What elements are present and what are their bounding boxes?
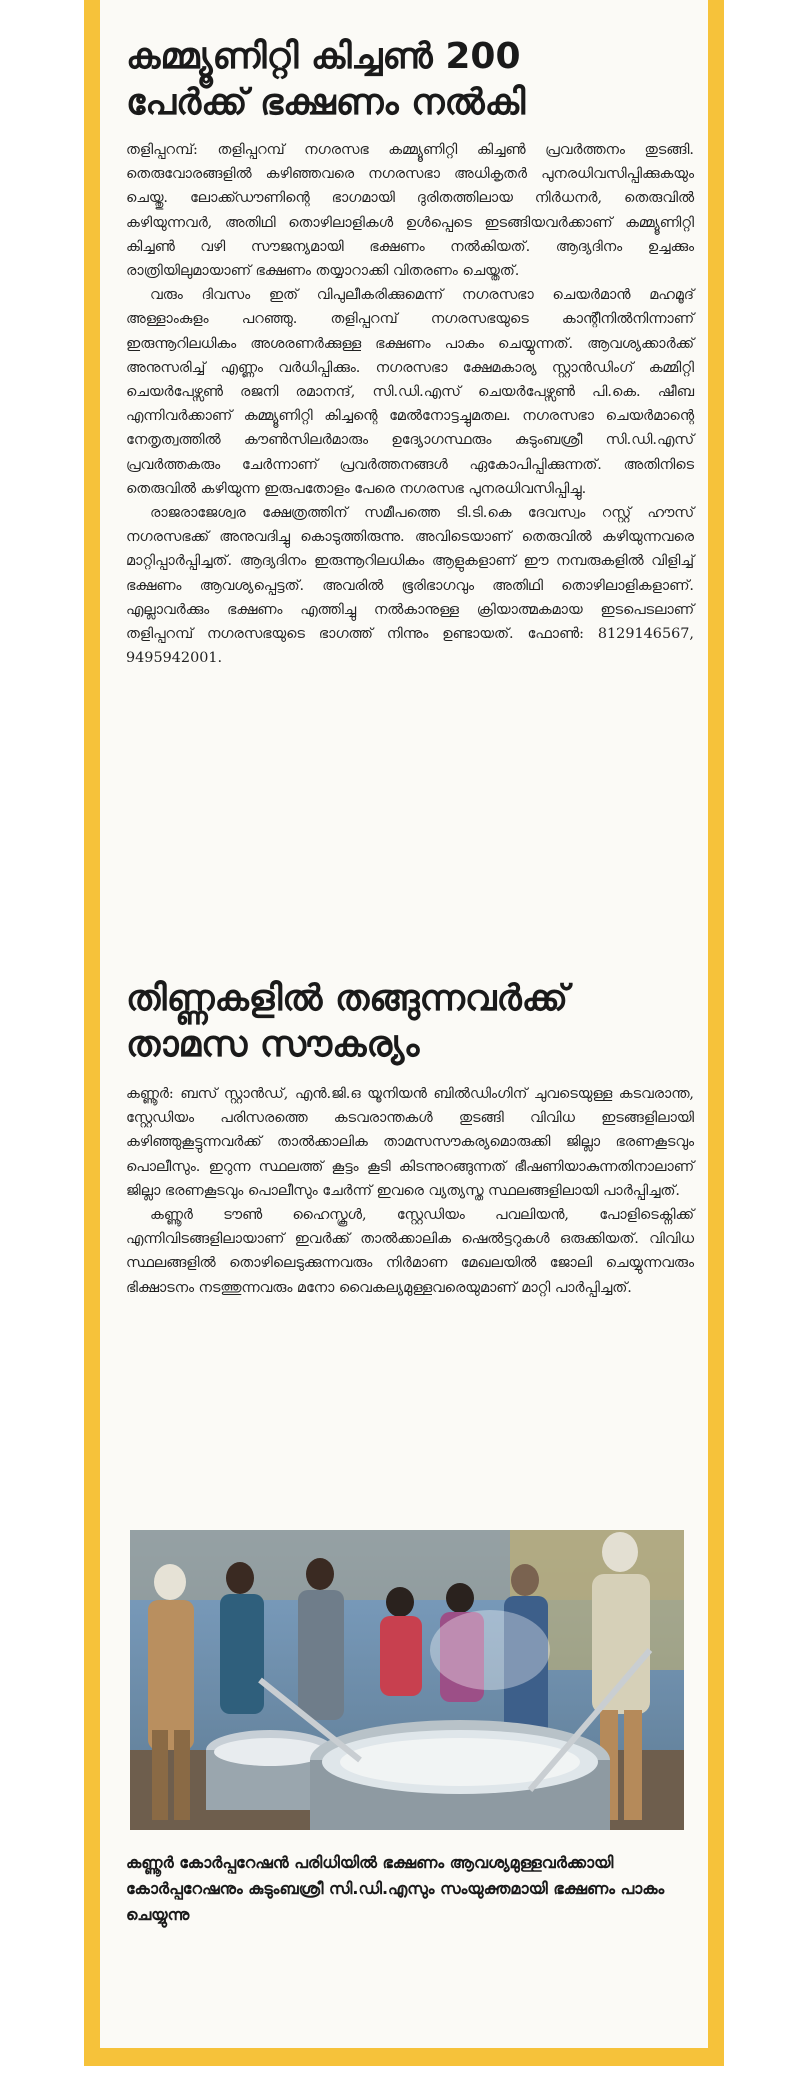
photo-caption: കണ്ണൂർ കോർപ്പറേഷൻ പരിധിയിൽ ഭക്ഷണം ആവശ്യമുള്ളവർക്കായി കോർപ്പറേഷനും കുടുംബശ്രീ സി.ഡി.എസും സംയുക്തമായി ഭക്ഷണം പാകം ചെയ്യുന്നു	[126, 1853, 665, 1924]
article2-paragraph: കണ്ണൂർ: ബസ് സ്റ്റാൻഡ്, എൻ.ജി.ഒ യൂനിയൻ ബിൽഡിംഗിന് ചുവടെയുള്ള കടവരാന്ത, സ്റ്റേഡിയം പരിസരത്തെ കടവരാന്തകൾ തുടങ്ങി വിവിധ ഇടങ്ങളിലായി കഴിഞ്ഞുകൂട്ടുന്നവർക്ക് താൽക്കാലിക താമസസൗകര്യമൊരുക്കി ജില്ലാ ഭരണകൂടവും പൊലീസും. ഇറുന്ന സ്ഥലത്ത് കൂട്ടം കൂടി കിടന്നുറങ്ങുന്നത് ഭീഷണിയാകുന്നതിനാലാണ് ജില്ലാ ഭരണകൂടവും പൊലീസും ചേർന്ന് ഇവരെ വ്യത്യസ്ത സ്ഥലങ്ങളിലായി പാർപ്പിച്ചത്.	[126, 1086, 694, 1199]
article1-paragraph: തളിപ്പറമ്പ്: തളിപ്പറമ്പ് നഗരസഭ കമ്മ്യൂണിറ്റി കിച്ചൺ പ്രവർത്തനം തുടങ്ങി. തെരുവോരങ്ങളിൽ കഴിഞ്ഞവരെ നഗരസഭാ അധികൃതർ പുനരധിവസിപ്പിക്കുകയും ചെയ്തു. ലോക്ക്ഡൗണിന്റെ ഭാഗമായി ദുരിതത്തിലായ നിർധനർ, തെരുവിൽ കഴിയുന്നവർ, അതിഥി തൊഴിലാളികൾ ഉൾപ്പെടെ ഇടങ്ങിയവർക്കാണ് കമ്മ്യൂണിറ്റി കിച്ചൺ വഴി സൗജന്യമായി ഭക്ഷണം നൽകിയത്. ആദ്യദിനം ഉച്ചക്കും രാത്രിയിലുമായാണ് ഭക്ഷണം തയ്യാറാക്കി വിതരണം ചെയ്തത്.	[126, 142, 694, 280]
newspaper-clipping	[100, 0, 708, 2048]
article2-headline: തിണ്ണകളിൽ തങ്ങുന്നവർക്ക് താമസ സൗകര്യം	[126, 978, 568, 1065]
article1-headline: കമ്മ്യൂണിറ്റി കിച്ചൺ 200 പേർക്ക് ഭക്ഷണം നൽകി	[126, 36, 526, 123]
photo-illustration	[130, 1530, 684, 1830]
article1-paragraph: രാജരാജേശ്വര ക്ഷേത്രത്തിന് സമീപത്തെ ടി.ടി.കെ ദേവസ്വം റസ്റ്റ് ഹൗസ് നഗരസഭക്ക് അനുവദിച്ചു കൊടുത്തിരുന്നു. അവിടെയാണ് തെരുവിൽ കഴിയുന്നവരെ മാറ്റിപ്പാർപ്പിച്ചത്. ആദ്യദിനം ഇരുന്നൂറിലധികം ആളുകളാണ് ഈ നമ്പരുകളിൽ വിളിച്ച് ഭക്ഷണം ആവശ്യപ്പെട്ടത്. അവരിൽ ഭൂരിഭാഗവും അതിഥി തൊഴിലാളികളാണ്. എല്ലാവർക്കും ഭക്ഷണം എത്തിച്ചു നൽകാനുള്ള ക്രിയാത്മകമായ ഇടപെടലാണ് തളിപ്പറമ്പ് നഗരസഭയുടെ ഭാഗത്ത് നിന്നും ഉണ്ടായത്. ഫോൺ: 8129146567, 9495942001.	[126, 505, 694, 667]
article2-paragraph: കണ്ണൂർ ടൗൺ ഹൈസ്കൂൾ, സ്റ്റേഡിയം പവലിയൻ, പോളിടെക്നിക്ക് എന്നിവിടങ്ങളിലായാണ് ഇവർക്ക് താൽക്കാലിക ഷെൽട്ടറുകൾ ഒരുക്കിയത്. വിവിധ സ്ഥലങ്ങളിൽ തൊഴിലെടുക്കുന്നവരും നിർമാണ മേഖലയിൽ ജോലി ചെയ്യുന്നവരും ഭിക്ഷാടനം നടത്തുന്നവരും മനോ വൈകല്യമുള്ളവരെയുമാണ് മാറ്റി പാർപ്പിച്ചത്.	[126, 1207, 694, 1296]
article1-body	[126, 138, 694, 670]
article1-paragraph: വരും ദിവസം ഇത് വിപുലീകരിക്കുമെന്ന് നഗരസഭാ ചെയർമാൻ മഹമൂദ് അള്ളാംകുളം പറഞ്ഞു. തളിപ്പറമ്പ് നഗരസഭയുടെ കാന്റീനിൽനിന്നാണ് ഇരുന്നൂറിലധികം അശരണർക്കുള്ള ഭക്ഷണം പാകം ചെയ്യുന്നത്. ആവശ്യക്കാർക്ക് അനുസരിച്ച് എണ്ണം വർധിപ്പിക്കും. നഗരസഭാ ക്ഷേമകാര്യ സ്റ്റാൻഡിംഗ് കമ്മിറ്റി ചെയർപേഴ്സൺ രജനി രമാനന്ദ്, സി.ഡി.എസ് ചെയർപേഴ്സൺ പി.കെ. ഷീബ എന്നിവർക്കാണ് കമ്മ്യൂണിറ്റി കിച്ചന്റെ മേൽനോട്ടച്ചുമതല. നഗരസഭാ ചെയർമാന്റെ നേതൃത്വത്തിൽ കൗൺസിലർമാരും ഉദ്യോഗസ്ഥരും കുടുംബശ്രീ സി.ഡി.എസ് പ്രവർത്തകരും ചേർന്നാണ് പ്രവർത്തനങ്ങൾ ഏകോപിപ്പിക്കുന്നത്. അതിനിടെ തെരുവിൽ കഴിയുന്ന ഇരുപതോളം പേരെ നഗരസഭ പുനരധിവസിപ്പിച്ചു.	[126, 287, 694, 497]
community-kitchen-photo	[130, 1530, 684, 1830]
article2-body	[126, 1082, 694, 1300]
